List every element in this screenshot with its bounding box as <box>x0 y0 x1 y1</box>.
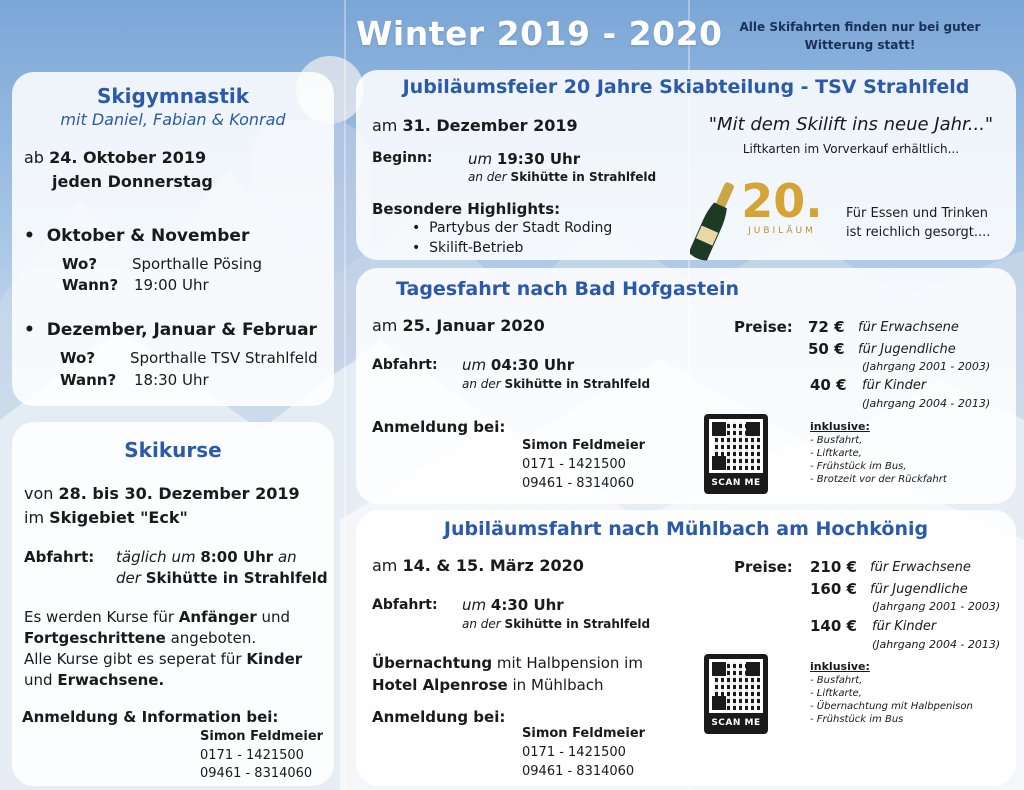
price-amount: 40 € <box>810 376 847 394</box>
beginn-place: Skihütte in Strahlfeld <box>510 170 657 184</box>
date-prefix: am <box>372 116 398 135</box>
kurse-line2 <box>24 629 256 647</box>
date-prefix: am <box>372 316 398 335</box>
skikurse-contact-phone2: 09461 - 8314060 <box>200 766 313 781</box>
tagesfahrt-date <box>372 316 545 335</box>
block2-wann: 18:30 Uhr <box>134 371 209 389</box>
uebernachtung-bold: Übernachtung <box>372 654 493 672</box>
jubilaeum-panel <box>356 70 1016 260</box>
kurse-erwachsene: Erwachsene. <box>57 671 165 689</box>
date-value: 31. Dezember 2019 <box>402 116 578 135</box>
kurse-line4 <box>24 671 164 689</box>
muehlbach-contact-name: Simon Feldmeier <box>522 726 646 741</box>
abfahrt-text2: an <box>277 548 297 566</box>
tagesfahrt-inklusive-list <box>810 434 947 486</box>
highlight-item: • Partybus der Stadt Roding <box>412 220 613 236</box>
muehlbach-preise-label: Preise: <box>734 558 793 576</box>
muehlbach-anmeldung-label: Anmeldung bei: <box>372 708 506 726</box>
tagesfahrt-anmeldung-label: Anmeldung bei: <box>372 418 506 436</box>
price-amount: 160 € <box>810 580 857 598</box>
date-value: 25. Januar 2020 <box>402 316 545 335</box>
tagesfahrt-abfahrt-place <box>462 377 650 391</box>
muehlbach-date <box>372 556 584 575</box>
price-note: (Jahrgang 2001 - 2003) <box>872 600 1001 613</box>
kurse-line3 <box>24 650 302 668</box>
inklusive-item: - Busfahrt, <box>810 675 863 686</box>
muehlbach-contact-phone2: 09461 - 8314060 <box>522 764 635 779</box>
abfahrt-place-prefix: an der <box>462 617 501 631</box>
abfahrt-prefix: um <box>462 596 487 614</box>
block2-wann-label: Wann? <box>60 371 117 389</box>
skikurse-abfahrt-line2 <box>116 569 328 587</box>
kurse-text2: angeboten. <box>170 629 257 647</box>
tagesfahrt-panel <box>356 268 1016 504</box>
muehlbach-hotel <box>372 676 604 694</box>
muehlbach-contact-phone1: 0171 - 1421500 <box>522 745 626 760</box>
price-group: für Erwachsene <box>870 560 971 575</box>
kurse-und2: und <box>24 671 53 689</box>
abfahrt-prefix: um <box>462 356 487 374</box>
muehlbach-abfahrt-time <box>462 596 564 614</box>
jubilaeum-beginn-place <box>468 170 656 184</box>
inklusive-item: - Frühstück im Bus <box>810 714 904 725</box>
skikurse-abfahrt-line1 <box>116 548 297 566</box>
tagesfahrt-abfahrt-label: Abfahrt: <box>372 357 438 373</box>
price-note: (Jahrgang 2004 - 2013) <box>862 397 991 410</box>
badge-text: JUBILÄUM <box>748 226 816 236</box>
highlight-item-text: Partybus der Stadt Roding <box>429 220 613 236</box>
skigymnastik-panel <box>12 72 334 406</box>
block2-title: • Dezember, Januar & Februar <box>24 320 317 340</box>
inklusive-item: - Übernachtung mit Halbpenison <box>810 701 973 712</box>
qr-code-icon <box>709 419 763 473</box>
price-group: für Kinder <box>862 378 927 393</box>
skikurse-panel <box>12 422 334 786</box>
weather-note-line1: Alle Skifahrten finden nur bei guter <box>739 20 981 34</box>
highlight-item: • Skilift-Betrieb <box>412 240 524 256</box>
beginn-prefix: um <box>468 150 493 168</box>
price-note: (Jahrgang 2004 - 2013) <box>872 638 1001 651</box>
tagesfahrt-contact-name: Simon Feldmeier <box>522 438 646 453</box>
skikurse-contact-phone1: 0171 - 1421500 <box>200 748 304 763</box>
kurse-line1 <box>24 608 290 626</box>
muehlbach-inklusive-label: inklusive: <box>810 660 870 673</box>
date-value: 14. & 15. März 2020 <box>402 556 584 575</box>
jubilaeum-slogan: "Mit dem Skilift ins neue Jahr..." <box>708 114 994 135</box>
champagne-bottle-icon <box>690 174 738 266</box>
jubilaeum-title: Jubiläumsfeier 20 Jahre Skiabteilung - TSV Strahlfeld <box>402 76 970 98</box>
price-amount: 210 € <box>810 558 857 576</box>
abfahrt-text1: täglich um <box>116 548 196 566</box>
tagesfahrt-abfahrt-time <box>462 356 574 374</box>
tagesfahrt-preise-label: Preise: <box>734 318 793 336</box>
date-value: 28. bis 30. Dezember 2019 <box>58 484 300 503</box>
tagesfahrt-title: Tagesfahrt nach Bad Hofgastein <box>396 278 740 300</box>
highlight-item-text: Skilift-Betrieb <box>429 240 524 256</box>
date-prefix: am <box>372 556 398 575</box>
price-group: für Jugendliche <box>870 582 968 597</box>
abfahrt-time: 8:00 Uhr <box>200 548 274 566</box>
inklusive-item: - Liftkarte, <box>810 448 862 459</box>
jubilaeum-date <box>372 116 578 135</box>
skikurse-place <box>24 508 188 527</box>
inklusive-item: - Busfahrt, <box>810 435 863 446</box>
abfahrt-place-prefix: an der <box>462 377 501 391</box>
tagesfahrt-contact-phone2: 09461 - 8314060 <box>522 476 635 491</box>
block1-title-text: Oktober & November <box>46 226 250 246</box>
muehlbach-qr-code[interactable] <box>704 654 768 734</box>
jubilaeum-food <box>846 204 990 242</box>
inklusive-item: - Liftkarte, <box>810 688 862 699</box>
block1-wo-label: Wo? <box>62 255 98 273</box>
weather-note-line2: Witterung statt! <box>804 38 916 52</box>
block2-wo: Sporthalle TSV Strahlfeld <box>130 349 318 367</box>
muehlbach-panel <box>356 510 1016 786</box>
muehlbach-abfahrt-label: Abfahrt: <box>372 597 438 613</box>
beginn-place-prefix: an der <box>468 170 507 184</box>
abfahrt-place: Skihütte in Strahlfeld <box>145 569 328 587</box>
kurse-text1: Es werden Kurse für <box>24 608 175 626</box>
kurse-kinder: Kinder <box>246 650 303 668</box>
block1-wann: 19:00 Uhr <box>134 276 209 294</box>
block1-wann-label: Wann? <box>62 276 119 294</box>
skikurse-title: Skikurse <box>124 438 222 462</box>
jubilaeum-beginn-label: Beginn: <box>372 150 433 166</box>
date-prefix: von <box>24 484 54 503</box>
skigymnastik-subtitle: mit Daniel, Fabian & Konrad <box>60 110 286 129</box>
abfahrt-place: Skihütte in Strahlfeld <box>504 377 651 391</box>
food-line2: ist reichlich gesorgt.... <box>846 225 991 240</box>
price-note: (Jahrgang 2001 - 2003) <box>862 360 991 373</box>
fold-line-left <box>344 0 346 790</box>
badge-number: 20. <box>741 174 823 228</box>
page-title: Winter 2019 - 2020 <box>356 14 723 53</box>
kurse-und: und <box>261 608 291 626</box>
muehlbach-abfahrt-place <box>462 617 650 631</box>
place-prefix: im <box>24 508 45 527</box>
abfahrt-place: Skihütte in Strahlfeld <box>504 617 651 631</box>
muehlbach-uebernachtung <box>372 654 643 672</box>
qr-label: SCAN ME <box>711 718 761 728</box>
kurse-text3: Alle Kurse gibt es seperat für <box>24 650 242 668</box>
skigymnastik-weekday: jeden Donnerstag <box>52 172 213 191</box>
muehlbach-title: Jubiläumsfahrt nach Mühlbach am Hochkönig <box>443 518 929 540</box>
skigymnastik-start <box>24 148 206 167</box>
price-group: für Erwachsene <box>858 320 959 335</box>
price-group: für Kinder <box>872 619 937 634</box>
abfahrt-time: 04:30 Uhr <box>490 356 575 374</box>
tagesfahrt-contact-phone1: 0171 - 1421500 <box>522 457 626 472</box>
start-date: 24. Oktober 2019 <box>49 148 207 167</box>
price-amount: 50 € <box>808 340 845 358</box>
block1-title: • Oktober & November <box>24 226 250 246</box>
block2-title-text: Dezember, Januar & Februar <box>46 320 317 340</box>
price-amount: 72 € <box>808 318 845 336</box>
price-amount: 140 € <box>810 617 857 635</box>
block1-wo: Sporthalle Pösing <box>132 255 262 273</box>
kurse-anfaenger: Anfänger <box>178 608 257 626</box>
skikurse-date <box>24 484 300 503</box>
inklusive-item: - Brotzeit vor der Rückfahrt <box>810 474 947 485</box>
qr-code-icon <box>709 659 763 713</box>
weather-note <box>700 18 1020 54</box>
skikurse-contact-name: Simon Feldmeier <box>200 729 324 744</box>
jubilaeum-beginn-time <box>468 150 580 168</box>
price-group: für Jugendliche <box>858 342 956 357</box>
muehlbach-inklusive-list <box>810 674 973 726</box>
skikurse-anmeldung-label: Anmeldung & Information bei: <box>22 708 279 726</box>
jubilaeum-slogan-sub: Liftkarten im Vorverkauf erhältlich... <box>742 142 960 156</box>
tagesfahrt-qr-code[interactable] <box>704 414 768 494</box>
block2-wo-label: Wo? <box>60 349 96 367</box>
highlights-label: Besondere Highlights: <box>372 200 561 218</box>
qr-label: SCAN ME <box>711 478 761 488</box>
food-line1: Für Essen und Trinken <box>846 206 989 221</box>
inklusive-item: - Frühstück im Bus, <box>810 461 907 472</box>
tagesfahrt-inklusive-label: inklusive: <box>810 420 870 433</box>
skikurse-abfahrt-label: Abfahrt: <box>24 548 95 566</box>
hotel-text: in Mühlbach <box>512 676 604 694</box>
jubilaeum-badge <box>738 176 826 246</box>
start-prefix: ab <box>24 148 44 167</box>
hotel-bold: Hotel Alpenrose <box>372 676 508 694</box>
skigymnastik-title: Skigymnastik <box>96 84 250 108</box>
uebernachtung-text: mit Halbpension im <box>496 654 643 672</box>
abfahrt-time: 4:30 Uhr <box>490 596 564 614</box>
place-value: Skigebiet "Eck" <box>49 508 188 527</box>
abfahrt-text3: der <box>116 569 141 587</box>
kurse-fortgeschrittene: Fortgeschrittene <box>24 629 166 647</box>
beginn-time: 19:30 Uhr <box>496 150 581 168</box>
